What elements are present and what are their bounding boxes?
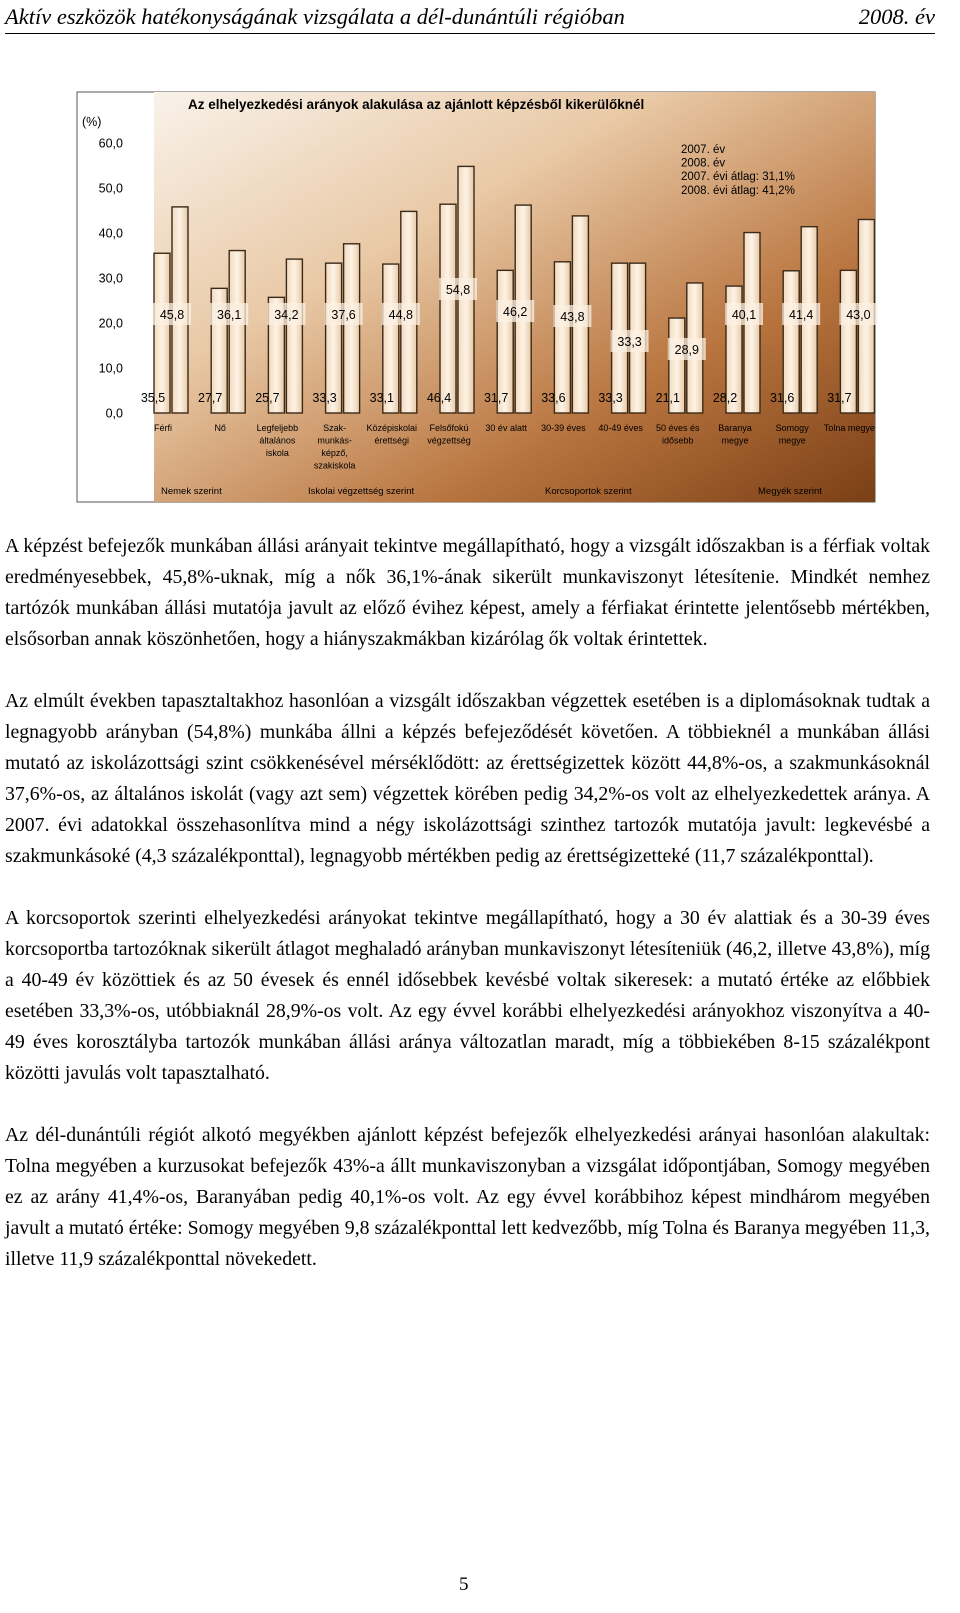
x-tick-label: érettségi — [374, 435, 410, 446]
value-label-2008: 41,4 — [789, 308, 814, 322]
y-tick-label: 30,0 — [98, 271, 123, 286]
x-tick-label: képző, — [321, 448, 348, 458]
paragraph: Az dél-dunántúli régiót alkotó megyékben ajánlott képzést befejezők elhelyezkedési arányai hasonlóan alakultak: Tolna megyében a kurzusokat befejezők 43%-a állt munkaviszonyban a vizsgálat időpontjában, Somogy megyében ez az arány 41,4%-os, Baranyában pedig 40,1%-os volt. Az egy évvel korábbihoz képest mindhárom megyében javult a mutató értéke: Somogy megyében 9,8 százalékponttal lett kedvezőbb, míg Tolna és Baranya megyében 11,3, illetve 11,9 százalékponttal növekedett. — [5, 1124, 930, 1270]
x-tick-label: idősebb — [662, 435, 694, 446]
x-tick-label: munkás- — [317, 435, 352, 446]
group-label: Iskolai végzettség szerint — [308, 486, 415, 497]
x-tick-label: Szak- — [323, 423, 347, 433]
value-label-2007: 21,1 — [655, 391, 680, 405]
legend-entry: 2007. évi átlag: 31,1% — [681, 171, 795, 184]
header-year: 2008. év — [858, 4, 935, 29]
value-label-2008: 33,3 — [617, 335, 642, 349]
x-tick-label: Legfeljebb — [256, 423, 299, 433]
value-label-2008: 54,8 — [445, 283, 471, 297]
x-tick-label: Somogy — [775, 423, 809, 433]
body-text — [5, 531, 930, 1306]
value-label-2008: 37,6 — [331, 308, 356, 322]
x-tick-label: Férfi — [154, 423, 172, 433]
value-label-2008: 43,0 — [846, 308, 871, 322]
value-label-2008: 46,2 — [503, 305, 528, 319]
group-label: Nemek szerint — [161, 486, 222, 497]
x-tick-label: 50 éves és — [656, 423, 700, 433]
x-tick-label: Nő — [214, 423, 226, 433]
value-label-2007: 31,7 — [484, 391, 509, 405]
value-label-2008: 43,8 — [560, 310, 585, 324]
paragraph: A képzést befejezők munkában állási arányait tekintve megállapítható, hogy a vizsgált időszakban is a férfiak voltak eredményesebbek, 45,8%-uknak, míg a nők 36,1%-ának sikerült munkaviszonyt létesítenie. Mindkét nemhez tartózók munkában állási mutatója javult az előző évihez képest, amely a férfiakat érintette jelentősebb mértékben, elsősorban annak köszönhetően, hogy a hiányszakmákban kizárólag ők voltak érintettek. — [5, 535, 930, 650]
header-title: Aktív eszközök hatékonyságának vizsgálata a dél-dunántúli régióban — [5, 4, 625, 29]
value-label-2008: 34,2 — [274, 308, 299, 322]
chart-title: Az elhelyezkedési arányok alakulása az ajánlott képzésből kikerülőknél — [188, 97, 645, 112]
value-label-2007: 25,7 — [255, 391, 280, 405]
paragraph: A korcsoportok szerinti elhelyezkedési arányokat tekintve megállapítható, hogy a 30 év alattiak és a 30-39 éves korcsoportba tartozóknak sikerült átlagot meghaladó arányban munkaviszonyt létesíteniük (46,2, illetve 43,8%), míg a 40-49 év közöttiek és az 50 évesek és ennél idősebbek kevésbé voltak sikeresek: a mutató értéke az előbbiek esetében 33,3%-os, utóbbiaknál 28,9%-os volt. Az egy évvel korábbi elhelyezkedési arányokhoz viszonyítva a 40-49 éves korosztályba tartozók munkában állási aránya változatlan maradt, míg a többiekében 8-15 százalékpont közötti javulás volt tapasztalható. — [5, 907, 930, 1084]
value-label-2007: 35,5 — [140, 391, 166, 405]
y-tick-label: 40,0 — [98, 226, 123, 241]
value-label-2007: 28,2 — [712, 391, 738, 405]
bar-2007 — [440, 204, 456, 413]
x-tick-label: 30 év alatt — [485, 423, 527, 433]
legend-entry: 2008. év — [681, 157, 726, 170]
value-label-2007: 33,3 — [312, 391, 337, 405]
x-tick-label: végzettség — [427, 435, 471, 446]
x-tick-label: szakiskola — [313, 460, 356, 471]
y-tick-label: 60,0 — [98, 136, 123, 151]
legend-entry: 2007. év — [681, 144, 726, 156]
y-tick-label: 20,0 — [98, 316, 123, 331]
value-label-2007: 27,7 — [198, 391, 223, 405]
bar-2008 — [344, 244, 360, 413]
y-tick-label: 50,0 — [98, 181, 123, 196]
value-label-2007: 33,6 — [541, 391, 566, 405]
bar-2008 — [286, 259, 302, 413]
y-axis-label: (%) — [82, 115, 102, 129]
page-number: 5 — [459, 1574, 469, 1595]
x-tick-label: Középiskolai — [366, 423, 418, 433]
bar-chart — [0, 0, 960, 505]
x-tick-label: megye — [721, 435, 749, 446]
x-tick-label: 40-49 éves — [598, 423, 643, 433]
value-label-2007: 31,6 — [770, 391, 795, 405]
group-label: Megyék szerint — [758, 486, 822, 497]
x-tick-label: Baranya — [718, 423, 752, 433]
value-label-2008: 45,8 — [159, 308, 185, 322]
value-label-2007: 46,4 — [426, 391, 452, 405]
bar-2008 — [229, 251, 245, 413]
value-label-2008: 44,8 — [388, 308, 413, 322]
x-tick-label: iskola — [265, 448, 289, 458]
paragraph: Az elmúlt években tapasztaltakhoz hasonlóan a vizsgált időszakban végzettek esetében is a diplomásoknak tudtak a legnagyobb arányban (54,8%) munkába állni a képzés befejeződését követően. A többieknél a munkában állási mutató az iskolázottsági szint csökkenésével mérséklődött: az érettségizettek között 44,8%-os, a szakmunkásoknál 37,6%-os, az általános iskolát (vagy azt sem) végzettek körében pedig 34,2%-os volt az elhelyezkedettek aránya. A 2007. évi adatokkal összehasonlítva mind a négy iskolázottsági szinthez tartozók mutatója javult: legkevésbé a szakmunkásoké (4,3 százalékponttal), legnagyobb mértékben pedig az érettségizetteké (11,7 százalékponttal). — [5, 690, 930, 867]
value-label-2007: 33,3 — [598, 391, 623, 405]
value-label-2007: 31,7 — [827, 391, 852, 405]
x-tick-label: 30-39 éves — [541, 423, 586, 433]
group-label: Korcsoportok szerint — [545, 486, 632, 497]
value-label-2008: 28,9 — [674, 343, 699, 357]
legend-entry: 2008. évi átlag: 41,2% — [681, 184, 795, 197]
x-tick-label: Felsőfokú — [429, 423, 469, 433]
x-tick-label: megye — [778, 435, 806, 446]
bar-2007 — [154, 253, 170, 413]
value-label-2008: 36,1 — [217, 308, 242, 322]
y-tick-label: 10,0 — [98, 361, 123, 376]
y-tick-label: 0,0 — [105, 406, 123, 421]
x-tick-label: Tolna megye — [823, 423, 875, 433]
x-tick-label: általános — [259, 435, 296, 446]
value-label-2007: 33,1 — [369, 391, 394, 405]
value-label-2008: 40,1 — [731, 308, 757, 322]
